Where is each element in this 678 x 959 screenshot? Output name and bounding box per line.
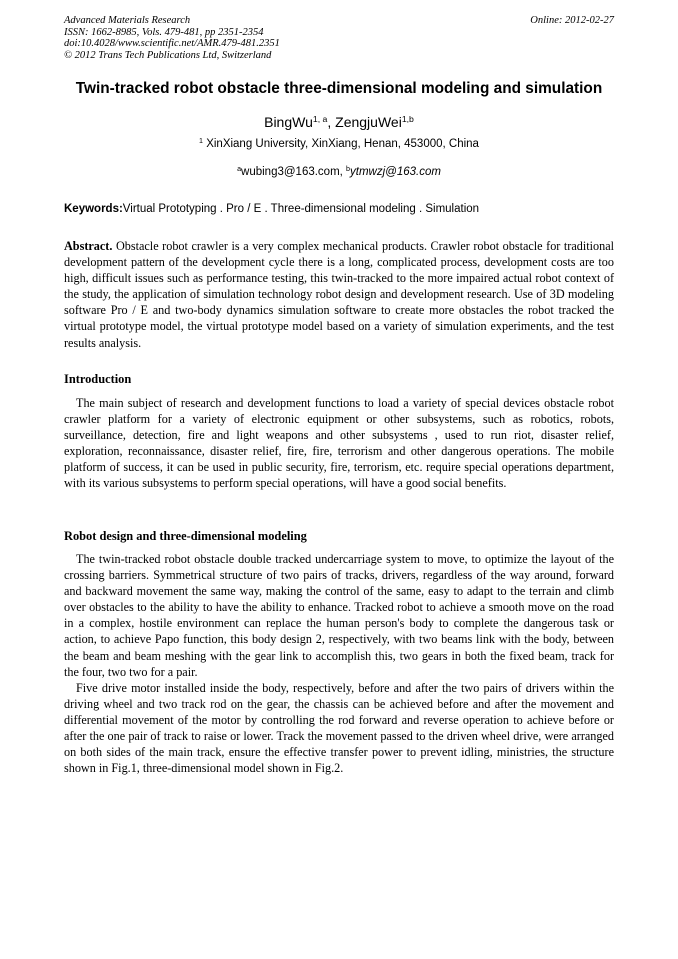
email-separator: ,: [339, 166, 347, 178]
author-name: ZengjuWei: [335, 114, 402, 130]
robot-design-paragraph-1: [64, 551, 614, 680]
doi-line: doi:10.4028/www.scientific.net/AMR.479-481.2351: [64, 38, 280, 50]
robot-design-paragraph-2: [64, 680, 614, 777]
introduction-paragraph: [64, 395, 614, 492]
author-separator: ,: [327, 114, 336, 130]
email-link[interactable]: wubing3@163.com: [241, 166, 340, 178]
robot-design-text-1: The twin-tracked robot obstacle double tracked undercarriage system to move, to optimize the layout of the crossing barriers. Symmetrical structure of two pairs of tracks, drivers, regardless of the way around, forward and backward movement the same way, making the control of the same, easy to adapt to the terrain and climb over obstacles to the ability to have the ability to enhance. Tracked robot to achieve a smooth move on the road in a complex, hostile environment can replace the human person's body to complete the dangerous task or action, to achieve Papo function, this body design 2, respectively, with two beams link with the body, between the beam and beam meshing with the gear link to accomplish this, two gears in both the fixed beam, track for the four, two two for a pair.: [64, 552, 614, 679]
author-name: BingWu: [264, 114, 313, 130]
journal-header: [64, 15, 280, 61]
section-heading-robot-design: Robot design and three-dimensional modeling: [64, 529, 307, 543]
section-heading-introduction: Introduction: [64, 372, 132, 386]
introduction-text: The main subject of research and development functions to load a variety of special devices obstacle robot crawler platform for a variety of electronic equipment or other subsystems, such as robotics, robots, surveillance, detection, fire and light weapons and other subsystems , used to run riot, disaster relief, exploration, reconnaissance, disaster relief, fire, fire, terrorism and other dangerous operations. The mobile platform of success, it can be used in public security, fire, terrorism, etc. require special operations department, with its various subsystems to perform special operations, will have a good social benefits.: [64, 396, 614, 491]
affiliation-text: XinXiang University, XinXiang, Henan, 453000, China: [203, 138, 479, 150]
affiliation: [0, 138, 678, 150]
email-mark: b: [346, 165, 351, 174]
affiliation-mark: 1: [199, 137, 203, 146]
journal-name: Advanced Materials Research: [64, 15, 191, 26]
keywords-text: Virtual Prototyping . Pro / E . Three-dimensional modeling . Simulation: [122, 203, 480, 215]
author-list: [0, 114, 678, 130]
email-mark: a: [237, 165, 242, 174]
copyright-line: © 2012 Trans Tech Publications Ltd, Switzerland: [64, 49, 272, 61]
author-emails: [0, 166, 678, 178]
online-date: Online: 2012-02-27: [530, 15, 614, 26]
paper-title: Twin-tracked robot obstacle three-dimensional modeling and simulation: [75, 80, 603, 97]
abstract: [64, 238, 614, 351]
robot-design-text-2: Five drive motor installed inside the body, respectively, before and after the two pairs of drivers within the driving wheel and two track rod on the gear, the chassis can be achieved before and after the movement and differential movement of the motor by controlling the rod forward and reverse operation to achieve before or after the one pair of track to raise or lower. Track the movement passed to the driven wheel drive, were arranged on both sides of the main track, ensure the effective transfer power to prevent idling, ministries, the structure shown in Fig.1, three-dimensional model shown in Fig.2.: [64, 681, 614, 776]
author-affiliation-mark: 1,b: [401, 114, 414, 125]
abstract-label: Abstract.: [64, 239, 113, 253]
keywords-line: [64, 203, 624, 215]
author-affiliation-mark: 1, a: [312, 114, 328, 125]
email-link[interactable]: ytmwzj@163.com: [350, 166, 441, 178]
abstract-text: Obstacle robot crawler is a very complex mechanical products. Crawler robot obstacle for traditional development pattern of the development cycle there is a long, complicated process, development costs are too high, difficult issues such as performance testing, this twin-tracked to the more impaired actual robot context of the study, the application of simulation technology robot design and development research. Use of 3D modeling software Pro / E and two-body dynamics simulation software to create more obstacles the robot tracked the virtual prototype model, the virtual prototype model based on a variety of simulation experiments, and the test results analysis.: [64, 239, 614, 350]
keywords-label: Keywords:: [64, 203, 123, 215]
issn-line: ISSN: 1662-8985, Vols. 479-481, pp 2351-2354: [64, 26, 264, 38]
